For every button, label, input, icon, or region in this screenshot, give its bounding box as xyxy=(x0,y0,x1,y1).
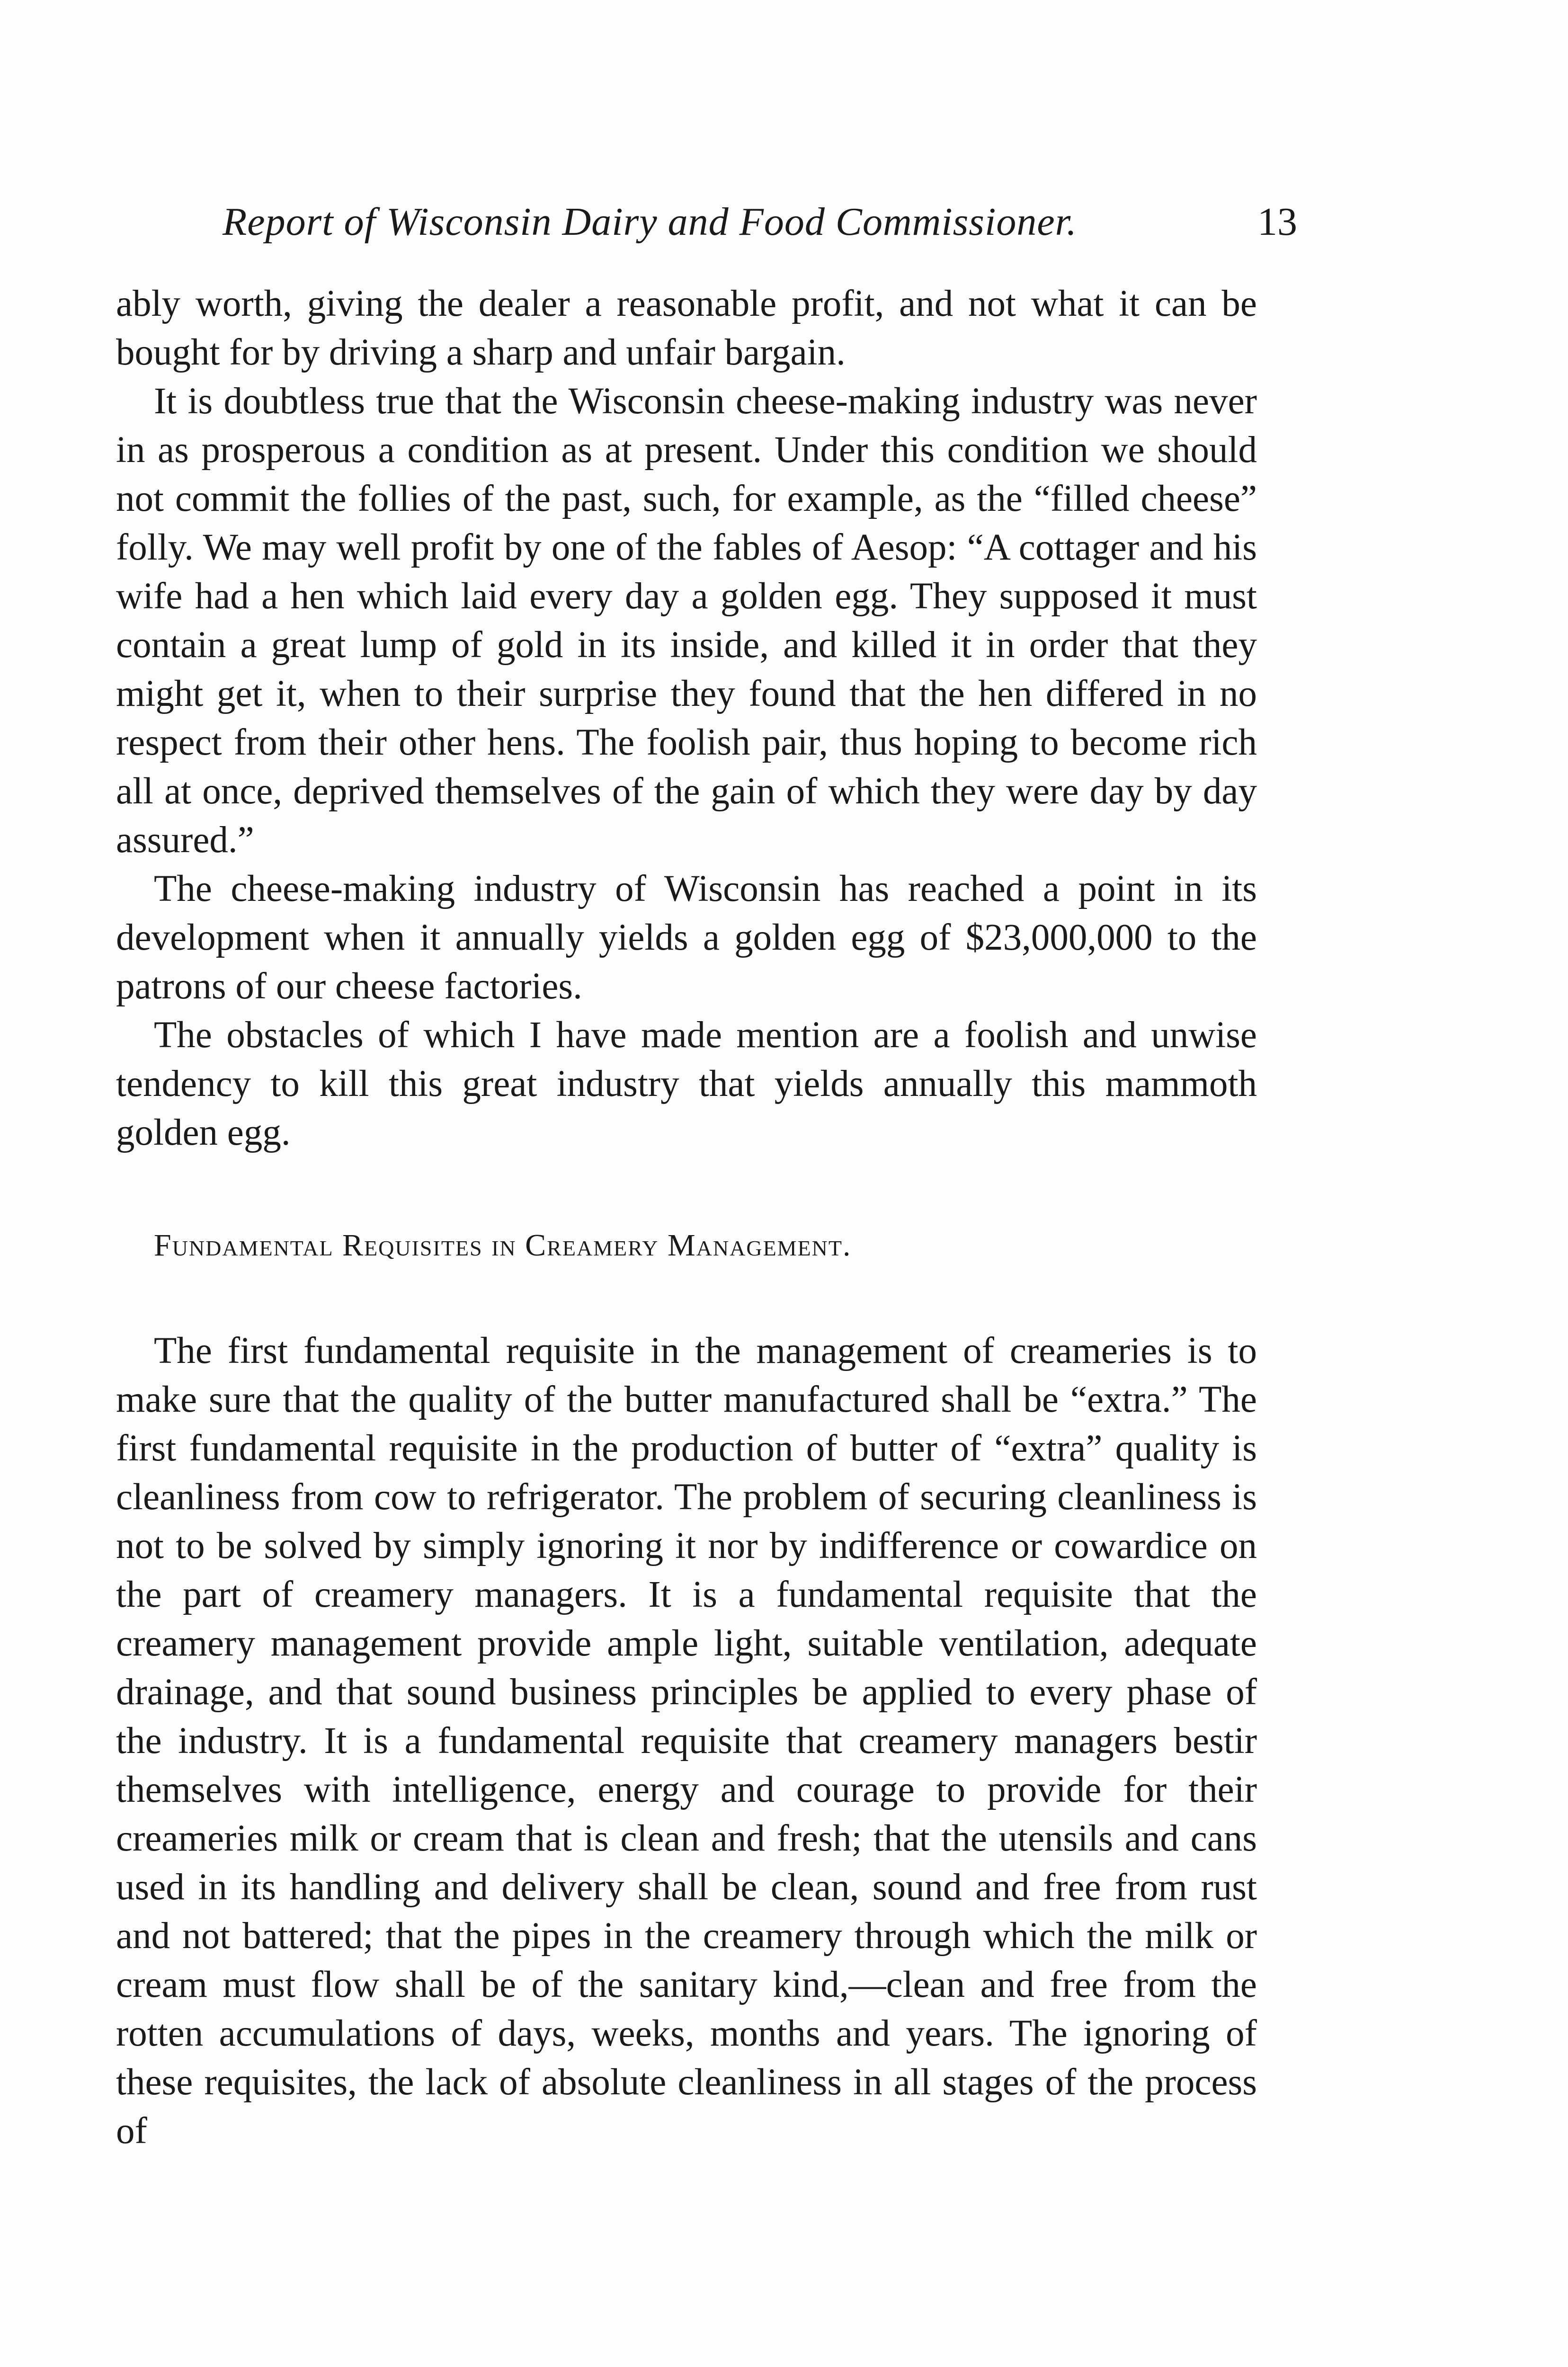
page-number: 13 xyxy=(1257,200,1297,244)
paragraph-creamery-requisites: The first fundamental requisite in the management of creameries is to make sure that the quality of the butter manufactured shall be “extra.” The first fundamental requisite in the production of butter of “extra” quality is cleanliness from cow to refrigerator. The problem of securing cleanliness is not to be solved by simply ignoring it nor by indifference or cowardice on the part of creamery managers. It is a fundamental requisite that the creamery management provide ample light, suitable ventilation, adequate drainage, and that sound business principles be applied to every phase of the industry. It is a fundamental requisite that creamery managers bestir themselves with intelligence, energy and courage to provide for their creameries milk or cream that is clean and fresh; that the utensils and cans used in its handling and delivery shall be clean, sound and free from rust and not battered; that the pipes in the creamery through which the milk or cream must flow shall be of the sanitary kind,—clean and free from the rotten accumulations of days, weeks, months and years. The ignoring of these requisites, the lack of absolute cleanliness in all stages of the process of xyxy=(116,1330,1257,2152)
body-text xyxy=(116,279,1257,2155)
paragraph-aesop-fable: It is doubtless true that the Wisconsin cheese-making industry was never in as prosperous a condition as at present. Under this condition we should not commit the follies of the past, such, for example, as the “filled cheese” folly. We may well profit by one of the fables of Aesop: “A cottager and his wife had a hen which laid every day a golden egg. They supposed it must contain a great lump of gold in its inside, and killed it in order that they might get it, when to their surprise they found that the hen differed in no respect from their other hens. The foolish pair, thus hoping to become rich all at once, deprived themselves of the gain of which they were day by day assured.” xyxy=(116,381,1257,861)
section-heading: Fundamental Requisites in Creamery Management. xyxy=(154,1228,852,1263)
paragraph-continued: ably worth, giving the dealer a reasonable profit, and not what it can be bought for by driving a sharp and unfair bargain. xyxy=(116,283,1257,373)
page-header xyxy=(223,199,1297,260)
running-title: Report of Wisconsin Dairy and Food Commissioner. xyxy=(223,200,1077,244)
paragraph-cheese-industry: The cheese-making industry of Wisconsin has reached a point in its development when it annually yields a golden egg of $23,000,000 to the patrons of our cheese factories. xyxy=(116,868,1257,1007)
paragraph-obstacles: The obstacles of which I have made mention are a foolish and unwise tendency to kill this great industry that yields annually this mammoth golden egg. xyxy=(116,1014,1257,1153)
